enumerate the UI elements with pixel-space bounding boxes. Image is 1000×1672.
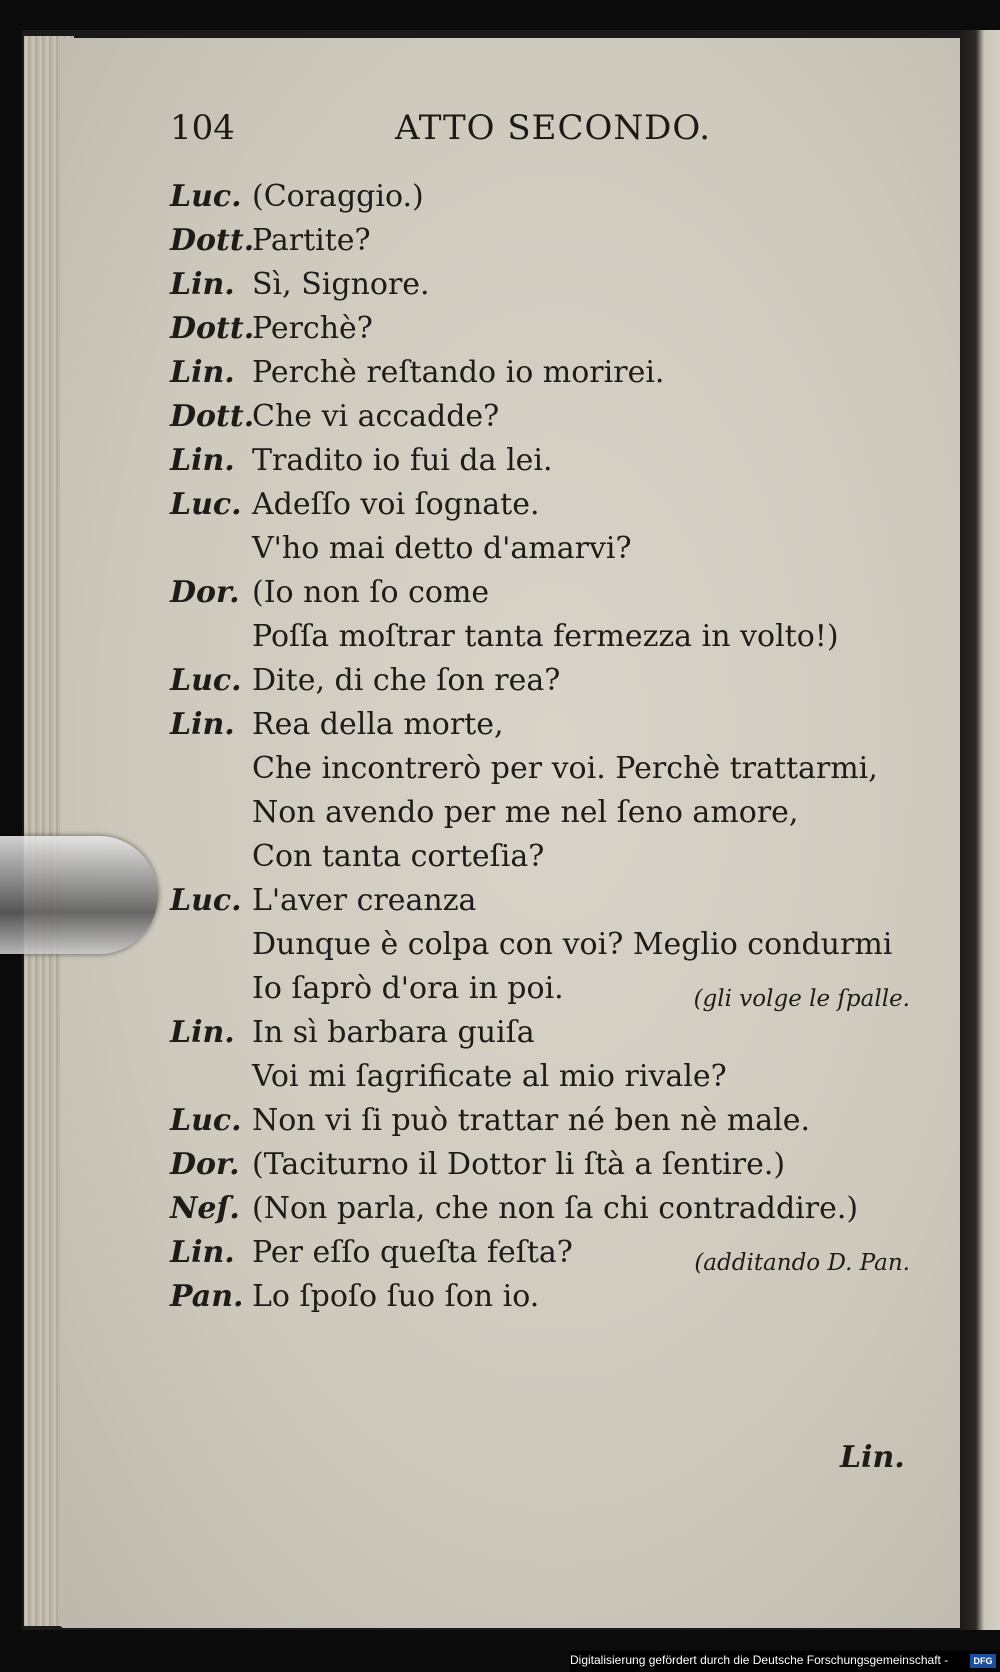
speech-text: (Io non ſo come (252, 575, 490, 610)
speaker-name: Dott. (170, 223, 255, 258)
dialogue-line (170, 439, 910, 483)
speech-text: V'ho mai detto d'amarvi? (252, 531, 632, 566)
page-header (170, 108, 890, 156)
speaker-name: Luc. (170, 487, 242, 522)
dialogue-line (170, 835, 910, 879)
speaker-name: Dor. (170, 575, 240, 610)
running-title: ATTO SECONDO. (395, 108, 712, 148)
speech-text: Per eſſo queſta feſta? (252, 1235, 573, 1270)
dialogue-line (170, 263, 910, 307)
dialogue-line (170, 1011, 910, 1055)
dialogue-line (170, 1231, 910, 1275)
dialogue-text (170, 175, 910, 1319)
page-number: 104 (170, 108, 235, 148)
speech-text: Con tanta corteſia? (252, 839, 545, 874)
speaker-name: Luc. (170, 1103, 242, 1138)
stage-direction: (additando D. Pan. (694, 1250, 910, 1276)
speaker-name: Lin. (170, 707, 235, 742)
speaker-name: Lin. (170, 267, 235, 302)
speaker-name: Lin. (170, 1235, 235, 1270)
speech-text: (Taciturno il Dottor li ſtà a ſentire.) (252, 1147, 786, 1182)
speech-text: Partite? (252, 223, 371, 258)
speaker-name: Neſ. (170, 1191, 240, 1226)
speech-text: Perchè? (252, 311, 373, 346)
dialogue-line (170, 527, 910, 571)
speech-text: In sì barbara guiſa (252, 1015, 535, 1050)
digitization-footer (570, 1651, 1000, 1672)
dialogue-line (170, 967, 910, 1011)
dialogue-line (170, 615, 910, 659)
speech-text: Che incontrerò per voi. Perchè trattarmi, (252, 751, 878, 786)
speech-text: Voi mi ſagrificate al mio rivale? (252, 1059, 727, 1094)
speech-text: L'aver creanza (252, 883, 477, 918)
catchword: Lin. (840, 1440, 905, 1475)
dialogue-line (170, 791, 910, 835)
speaker-name: Lin. (170, 355, 235, 390)
speaker-name: Dott. (170, 311, 255, 346)
speech-text: Che vi accadde? (252, 399, 500, 434)
dialogue-line (170, 1055, 910, 1099)
dialogue-line (170, 483, 910, 527)
speech-text: Sì, Signore. (252, 267, 430, 302)
speech-text: Dunque è colpa con voi? Meglio condurmi (252, 927, 893, 962)
stage-direction: (gli volge le ſpalle. (693, 986, 910, 1012)
dialogue-line (170, 395, 910, 439)
dialogue-line (170, 879, 910, 923)
speech-text: Rea della morte, (252, 707, 504, 742)
footer-credit: Digitalisierung gefördert durch die Deutsche Forschungsgemeinschaft - (570, 1653, 949, 1667)
speech-text: Io ſaprò d'ora in poi. (252, 971, 564, 1006)
speaker-name: Dott. (170, 399, 255, 434)
dialogue-line (170, 923, 910, 967)
dfg-logo: DFG (970, 1654, 996, 1668)
speech-text: Non avendo per me nel ſeno amore, (252, 795, 799, 830)
speech-text: Adeſſo voi ſognate. (252, 487, 540, 522)
speech-text: Dite, di che ſon rea? (252, 663, 561, 698)
dialogue-line (170, 219, 910, 263)
speaker-name: Lin. (170, 443, 235, 478)
speaker-name: Dor. (170, 1147, 240, 1182)
speech-text: Non vi ſi può trattar né ben nè male. (252, 1103, 811, 1138)
speech-text: Lo ſpoſo ſuo ſon io. (252, 1279, 540, 1314)
page-clip (0, 836, 158, 954)
dialogue-line (170, 307, 910, 351)
dialogue-line (170, 351, 910, 395)
speaker-name: Luc. (170, 663, 242, 698)
dialogue-line (170, 659, 910, 703)
dialogue-line (170, 747, 910, 791)
speaker-name: Lin. (170, 1015, 235, 1050)
facing-page-edge (960, 30, 1000, 1630)
dialogue-line (170, 1275, 910, 1319)
speech-text: (Coraggio.) (252, 179, 424, 214)
dialogue-line (170, 571, 910, 615)
speech-text: Tradito io fui da lei. (252, 443, 553, 478)
speech-text: Poſſa moſtrar tanta fermezza in volto!) (252, 619, 839, 654)
speaker-name: Luc. (170, 179, 242, 214)
dialogue-line (170, 1187, 910, 1231)
dialogue-line (170, 175, 910, 219)
speaker-name: Luc. (170, 883, 242, 918)
dialogue-line (170, 703, 910, 747)
speaker-name: Pan. (170, 1279, 244, 1314)
speech-text: (Non parla, che non ſa chi contraddire.) (252, 1191, 859, 1226)
speech-text: Perchè reſtando io morirei. (252, 355, 665, 390)
dialogue-line (170, 1099, 910, 1143)
dialogue-line (170, 1143, 910, 1187)
